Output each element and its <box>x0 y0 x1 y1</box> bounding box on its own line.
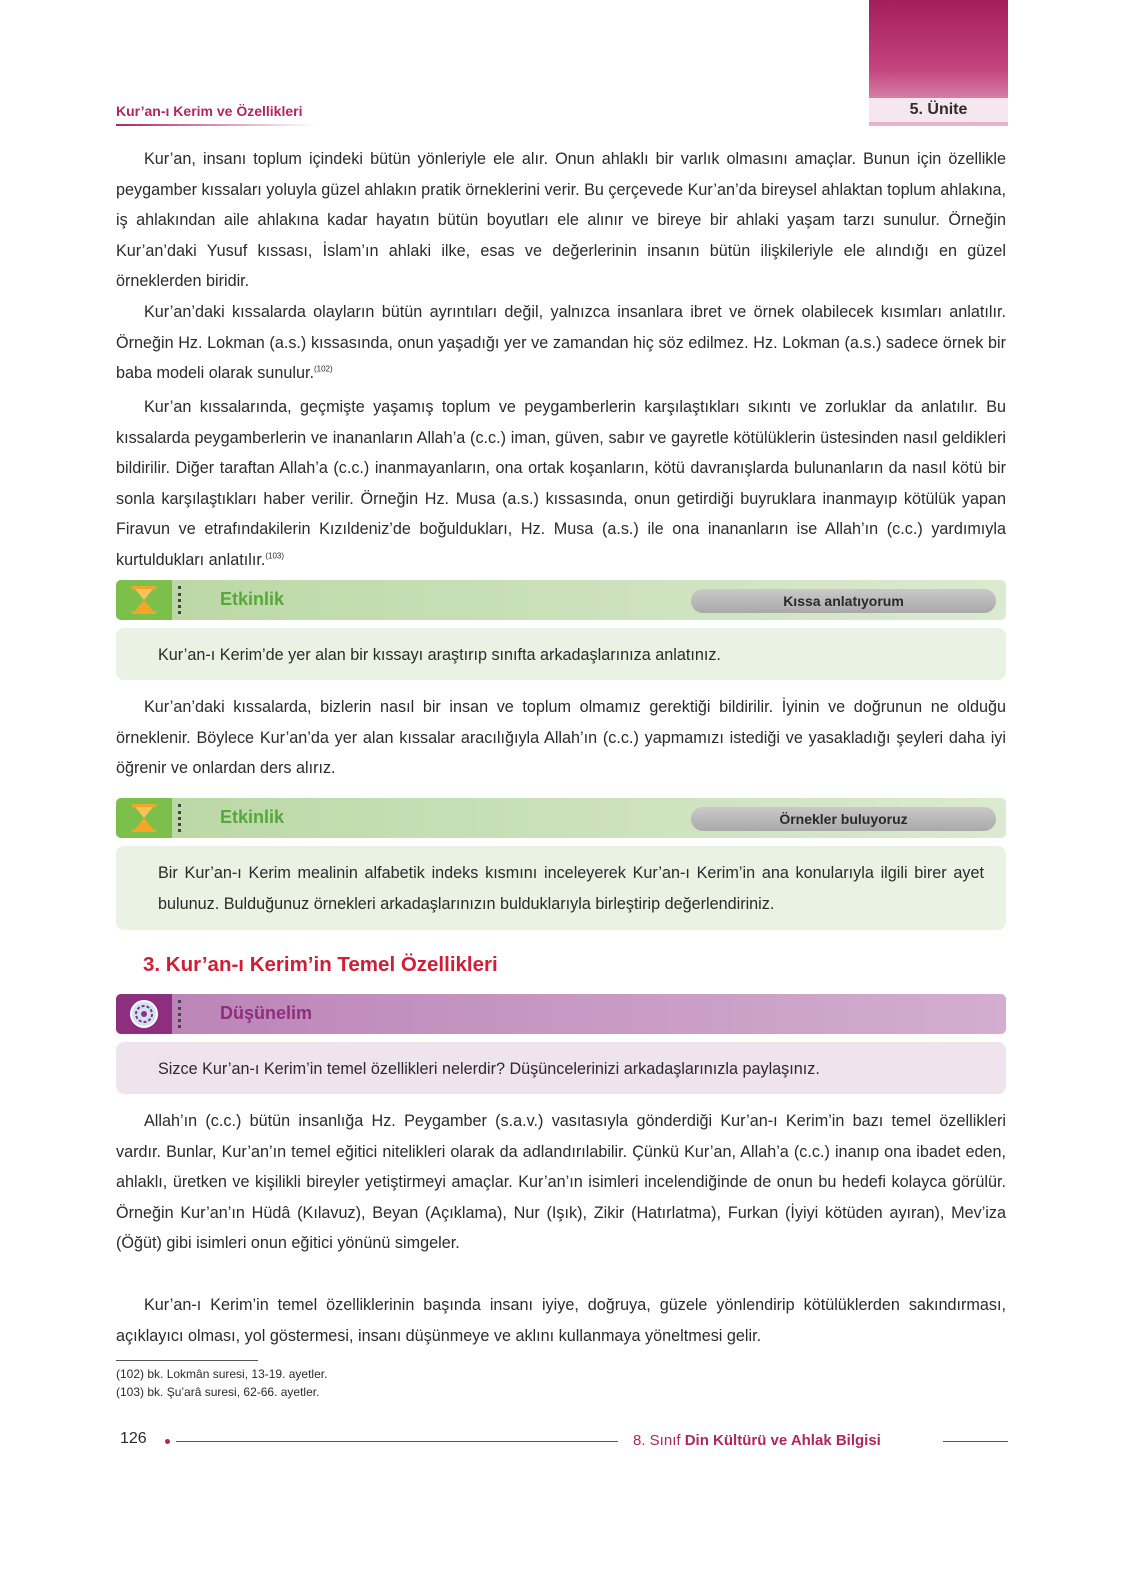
hourglass-icon <box>116 798 172 838</box>
dotted-separator <box>178 586 187 614</box>
think-text: Sizce Kur’an-ı Kerim’in temel özellikleri nelerdir? Düşüncelerinizi arkadaşlarınızla paylaşınız. <box>158 1060 820 1078</box>
paragraph-3-text: Kur’an kıssalarında, geçmişte yaşamış toplum ve peygamberlerin karşılaştıkları sıkıntı ve zorluklar da anlatılır. Bu kıssalarda peygamberlerin ve inananların Allah’a (c.c.) iman, güven, sabır ve gayretle kötülüklerin üstesinden nasıl geldikleri bildirilir. Diğer taraftan Allah’a (c.c.) inanmayanların, ona ortak koşanların, kötü davranışlarda bulunanların da nasıl kötü bir sonla karşılaştıkları haber verilir. Örneğin Hz. Musa (a.s.) kıssasında, onun getirdiği buyruklara inanmayıp kötülük yapan Firavun ve etrafındakilerin Kızıldeniz’de boğuldukları, Hz. Musa (a.s.) ile ona inananların ise Allah’ın (c.c.) yardımıyla kurtuldukları anlatılır. <box>116 398 1006 569</box>
footer-rule-right <box>943 1441 1008 1442</box>
activity-2-title: Örnekler buluyoruz <box>691 807 996 831</box>
paragraph-3 <box>116 392 1006 575</box>
brain-icon <box>116 994 172 1034</box>
book-grade: 8. Sınıf <box>633 1432 685 1449</box>
activity-1-title: Kıssa anlatıyorum <box>691 589 996 613</box>
page-number: 126 <box>120 1430 147 1447</box>
activity-1-label: Etkinlik <box>220 589 285 609</box>
paragraph-1-text: Kur’an, insanı toplum içindeki bütün yönleriyle ele alır. Onun ahlaklı bir varlık olmasını amaçlar. Bunun için özellikle peygamber kıssaları yoluyla güzel ahlakın pratik örneklerini verir. Bu çerçevede Kur’an’da bireysel ahlaktan toplum ahlakına, iş ahlakından aile ahlakına kadar hayatın bütün boyutları ele alınır ve bireye bir ahlaki yaşam tarzı sunulur. Örneğin Kur’an’daki Yusuf kıssası, İslam’ın ahlaki ilke, esas ve değerlerinin insanın bütün ilişkileriyle ele alındığı en güzel örneklerden biridir. <box>116 150 1006 290</box>
chapter-title: Kur’an-ı Kerim ve Özellikleri <box>116 103 303 119</box>
paragraph-4 <box>116 692 1006 784</box>
book-name: Din Kültürü ve Ahlak Bilgisi <box>684 1432 881 1449</box>
unit-label: 5. Ünite <box>869 98 1008 122</box>
think-label: Düşünelim <box>220 1003 313 1023</box>
paragraph-6-text: Kur’an-ı Kerim’in temel özelliklerinin başında insanı iyiye, doğruya, güzele yönlendirip kötülüklerden sakındırması, açıklayıcı olması, yol göstermesi, insanı düşünmeye ve aklını kullanmaya yöneltmesi gelir. <box>116 1296 1006 1345</box>
footnote-divider <box>116 1360 258 1361</box>
dotted-separator <box>178 804 187 832</box>
paragraph-1 <box>116 144 1006 297</box>
paragraph-6 <box>116 1290 1006 1351</box>
paragraph-2-text: Kur’an’daki kıssalarda olayların bütün ayrıntıları değil, yalnızca insanlara ibret ve örnek olabilecek kısımları anlatılır. Örneğin Hz. Lokman (a.s.) kıssasında, onun yaşadığı yer ve zamandan hiç söz edilmez. Hz. Lokman (a.s.) sadece örnek bir baba modeli olarak sunulur. <box>116 303 1006 382</box>
think-body <box>116 1042 1006 1094</box>
section-title: 3. Kur’an-ı Kerim’in Temel Özellikleri <box>143 953 498 976</box>
chapter-title-underline <box>116 124 316 126</box>
footnote-ref-102[interactable]: (102) <box>313 364 333 374</box>
paragraph-5 <box>116 1106 1006 1259</box>
dotted-separator <box>178 1000 187 1028</box>
activity-1-text: Kur’an-ı Kerim’de yer alan bir kıssayı araştırıp sınıfta arkadaşlarınıza anlatınız. <box>158 646 721 664</box>
activity-1-body <box>116 628 1006 680</box>
book-title <box>633 1432 881 1449</box>
hourglass-icon <box>116 580 172 620</box>
unit-tab <box>869 0 1008 126</box>
footer-dot <box>165 1439 170 1444</box>
paragraph-5-text: Allah’ın (c.c.) bütün insanlığa Hz. Peygamber (s.a.v.) vasıtasıyla gönderdiği Kur’an-ı Kerim’in bazı temel özellikleri vardır. Bunlar, Kur’an’ın temel eğitici nitelikleri olarak da adlandırılabilir. Çünkü Kur’an, Allah’a (c.c.) inanıp ona ibadet eden, ahlaklı, üretken ve kişilikli bireyler yetiştirmeyi amaçlar. Kur’an’ın isimleri incelendiğinde de onun bu hedefi kolayca görülür. Örneğin Kur’an’ın Hüdâ (Kılavuz), Beyan (Açıklama), Nur (Işık), Zikir (Hatırlatma), Furkan (İyiyi kötüden ayıran), Mev’iza (Öğüt) gibi isimleri onun eğitici yönünü simgeler. <box>116 1112 1006 1252</box>
footnote-102: (102) bk. Lokmân suresi, 13-19. ayetler. <box>116 1367 328 1381</box>
paragraph-2 <box>116 297 1006 389</box>
activity-2-label: Etkinlik <box>220 807 285 827</box>
footnote-ref-103[interactable]: (103) <box>265 551 285 561</box>
activity-1-header <box>116 580 1006 620</box>
think-header <box>116 994 1006 1034</box>
activity-2-text: Bir Kur’an-ı Kerim mealinin alfabetik indeks kısmını inceleyerek Kur’an-ı Kerim’in ana konularıyla ilgili birer ayet bulunuz. Bulduğunuz örnekleri arkadaşlarınızın bulduklarıyla birleştirip değerlendiriniz. <box>158 864 984 913</box>
footer-rule-left <box>176 1441 618 1442</box>
footnote-103: (103) bk. Şu’arâ suresi, 62-66. ayetler. <box>116 1385 320 1399</box>
activity-2-body <box>116 846 1006 930</box>
paragraph-4-text: Kur’an’daki kıssalarda, bizlerin nasıl bir insan ve toplum olmamız gerektiği bildirilir. İyinin ve doğrunun ne olduğu örneklenir. Böylece Kur’an’da yer alan kıssalar aracılığıyla Allah’ın (c.c.) yapmamızı istediği ve yasakladığı şeyleri daha iyi öğrenir ve onlardan ders alırız. <box>116 698 1006 777</box>
activity-2-header <box>116 798 1006 838</box>
